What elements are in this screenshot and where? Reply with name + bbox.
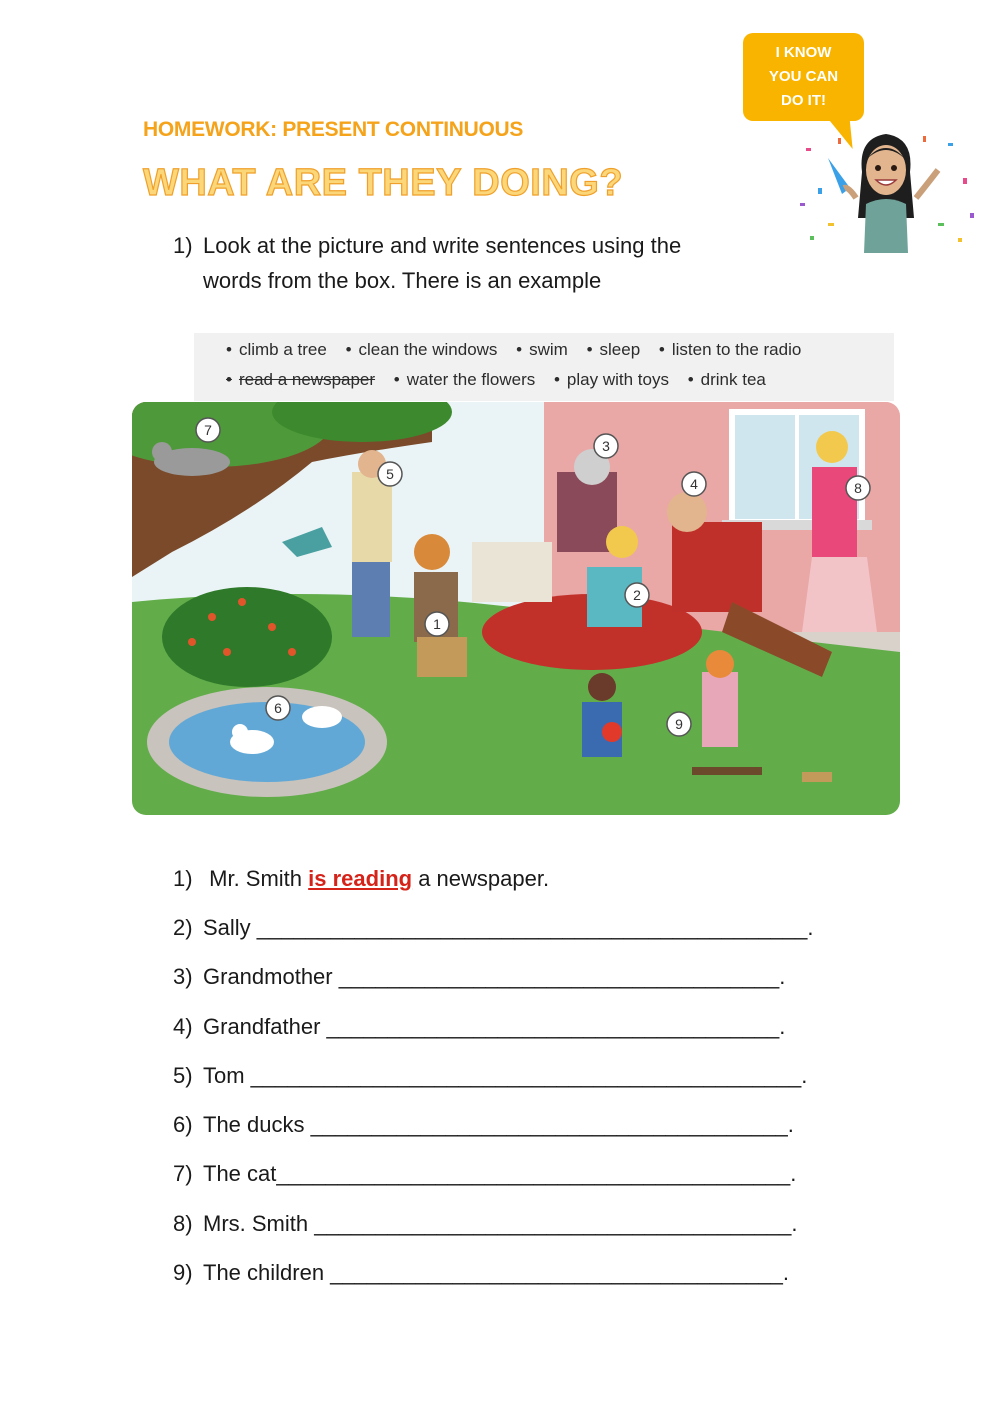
answer-rest: a newspaper. [418,866,550,891]
answer-line[interactable] [173,1161,796,1187]
teacher-avatar-image [798,128,976,253]
word-item: • climb a tree [226,340,327,359]
duck-figure [302,706,342,728]
word-item-crossed-out: • read a newspaper [226,370,375,389]
answer-line[interactable] [173,915,814,941]
instruction [173,228,773,298]
scene-marker-label: 4 [690,476,698,492]
answer-line[interactable] [173,1211,798,1237]
word-item: • swim [516,340,568,359]
answer-line[interactable] [173,964,785,990]
answer-text[interactable]: The children _____________________________________. [203,1260,789,1285]
word-item: • water the flowers [394,370,535,389]
word-box-row-2 [226,370,780,390]
bubble-line-3: DO IT! [781,92,826,109]
answer-line[interactable] [173,1260,789,1286]
word-item: • listen to the radio [659,340,801,359]
answer-number: 1) [173,866,193,891]
answer-number: 9) [173,1260,193,1285]
scene-marker-label: 6 [274,700,282,716]
answer-line[interactable] [173,1112,794,1138]
answer-number: 5) [173,1063,193,1088]
answer-text[interactable]: The cat__________________________________________. [203,1161,797,1186]
answer-number: 4) [173,1014,193,1039]
mr-smith-figure [414,534,450,570]
flower-bush [162,587,332,687]
toy [602,722,622,742]
answer-number: 3) [173,964,193,989]
word-item: • play with toys [554,370,669,389]
word-item: • sleep [587,340,641,359]
scene-marker-label: 5 [386,466,394,482]
grandfather-figure [672,522,762,612]
word-item: • drink tea [688,370,766,389]
answer-text[interactable]: Tom _____________________________________________. [203,1063,808,1088]
homework-subtitle: HOMEWORK: PRESENT CONTINUOUS [143,118,524,141]
bubble-line-2: YOU CAN [768,68,839,85]
children-figure [702,672,738,747]
scene-marker-label: 3 [602,438,610,454]
scene-marker-label: 9 [675,716,683,732]
scene-marker-label: 2 [633,587,641,603]
bubble-line-1: I KNOW [775,44,832,61]
newspaper [472,542,552,602]
scene-marker-label: 7 [204,422,212,438]
toy [802,772,832,782]
instruction-number: 1) [173,233,193,258]
garden-scene-illustration [132,402,900,815]
scene-marker-label: 8 [854,480,862,496]
page-title: WHAT ARE THEY DOING? [143,162,624,204]
toy-train-track [692,767,762,775]
instruction-line-1: Look at the picture and write sentences using the [203,233,682,258]
answer-number: 7) [173,1161,193,1186]
instruction-line-2: words from the box. There is an example [203,268,602,293]
answer-line[interactable] [173,1014,785,1040]
answer-text[interactable]: Grandfather _____________________________________. [203,1014,786,1039]
answer-line-example [173,866,549,892]
answer-number: 8) [173,1211,193,1236]
answer-text[interactable]: Grandmother ____________________________________. [203,964,786,989]
word-item: • clean the windows [346,340,498,359]
answer-text[interactable]: Mrs. Smith _______________________________________. [203,1211,798,1236]
answer-text[interactable]: Sally _____________________________________________. [203,915,814,940]
answer-number: 2) [173,915,193,940]
answer-subject: Mr. Smith [209,866,303,891]
answer-line[interactable] [173,1063,807,1089]
example-verb: is reading [308,866,413,891]
scene-marker-label: 1 [433,616,441,632]
answer-text[interactable]: The ducks _______________________________________. [203,1112,794,1137]
word-box [194,333,894,401]
word-box-row-1 [226,340,815,360]
answer-number: 6) [173,1112,193,1137]
